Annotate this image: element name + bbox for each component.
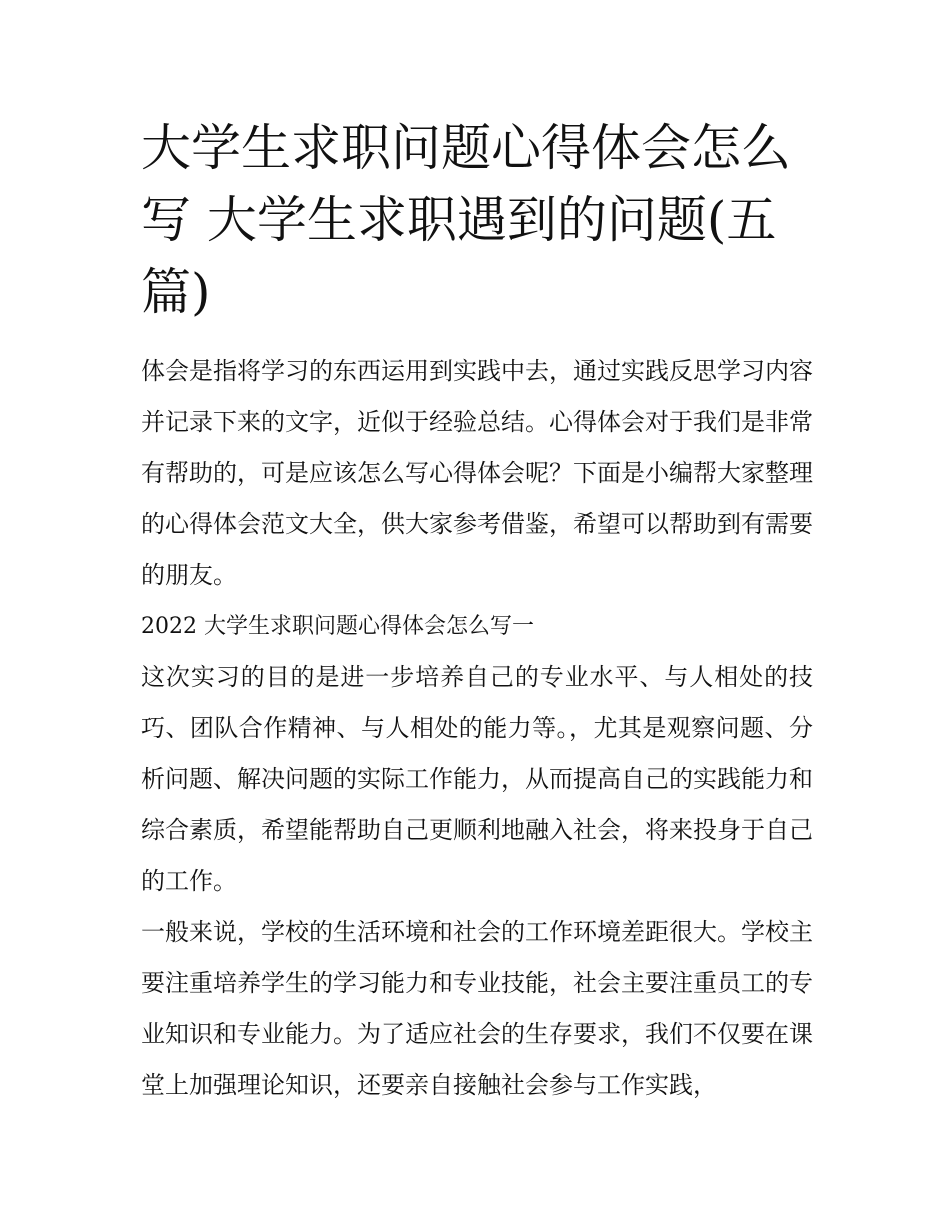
intro-paragraph: 体会是指将学习的东西运用到实践中去，通过实践反思学习内容并记录下来的文字，近似于经验总结。心得体会对于我们是非常有帮助的，可是应该怎么写心得体会呢？下面是小编帮大家整理的心得体会范文大全，供大家参考借鉴，希望可以帮助到有需要的朋友。 [141, 357, 813, 589]
section-heading: 2022 大学生求职问题心得体会怎么写一 [141, 614, 534, 639]
document-page [141, 112, 813, 1111]
document-title: 大学生求职问题心得体会怎么写 大学生求职遇到的问题(五篇) [141, 119, 791, 321]
body-paragraph-1: 这次实习的目的是进一步培养自己的专业水平、与人相处的技巧、团队合作精神、与人相处的能力等。，尤其是观察问题、分析问题、解决问题的实际工作能力，从而提高自己的实践能力和综合素质，希望能帮助自己更顺利地融入社会，将来投身于自己的工作。 [141, 663, 813, 895]
document-body [141, 346, 813, 1111]
body-paragraph-2: 一般来说，学校的生活环境和社会的工作环境差距很大。学校主要注重培养学生的学习能力和专业技能，社会主要注重员工的专业知识和专业能力。为了适应社会的生存要求，我们不仅要在课堂上加强理论知识，还要亲自接触社会参与工作实践， [141, 918, 813, 1099]
